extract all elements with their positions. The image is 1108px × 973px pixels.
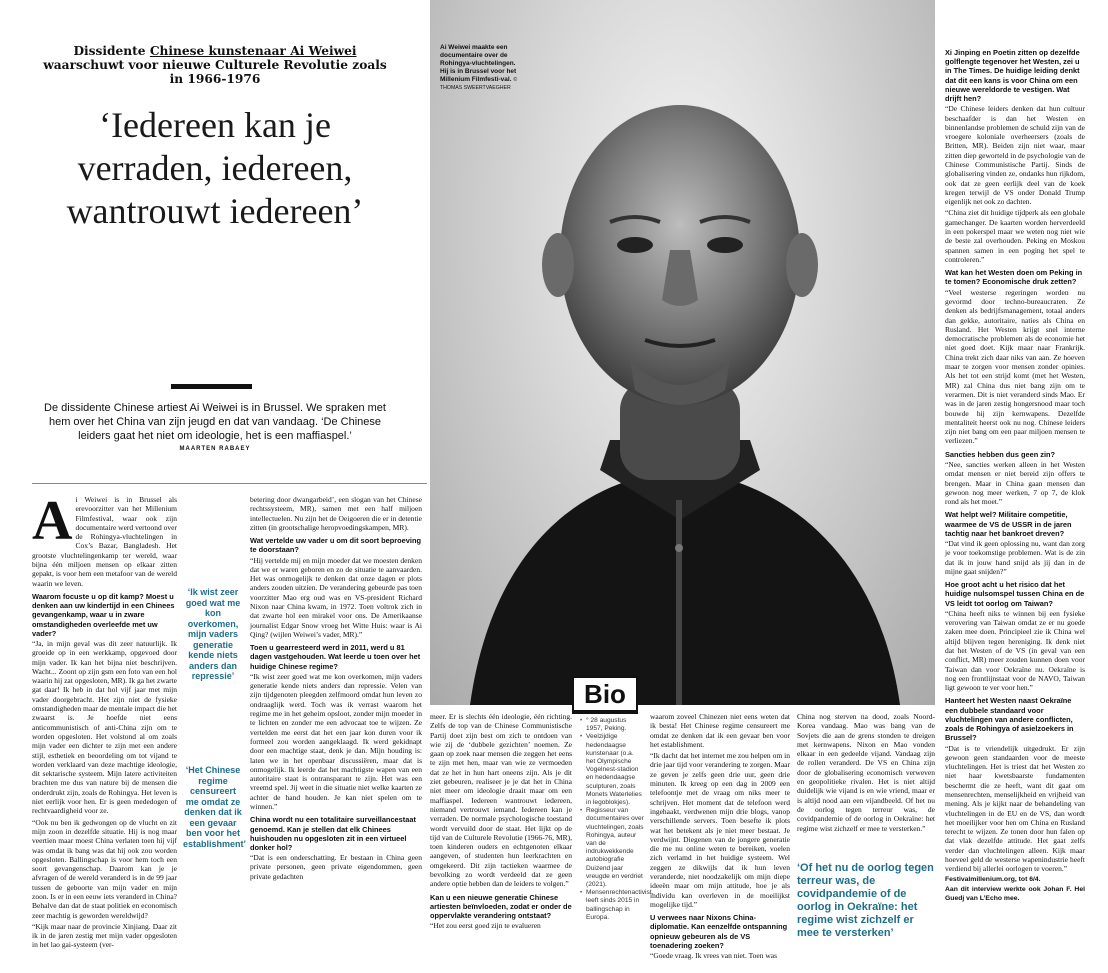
article-column-6 [797, 712, 935, 852]
article-column-2 [250, 495, 422, 973]
question: Kan u een nieuwe generatie Chinese artiesten beïnvloeden, zodat er onder de oppervlakte verandering ontstaat? [430, 892, 572, 921]
pull-quote-2: ‘Het Chinese regime censureert me omdat ze denken dat ik een gevaar ben voor het establishment’ [183, 765, 247, 849]
headline-rule [171, 384, 252, 389]
paragraph: “Kijk maar naar de provincie Xinjiang. Daar zit ik in de jaren zestig met mijn vader opgesloten in het lao gai-systeem (ver- [32, 921, 177, 950]
question: Wat vertelde uw vader u om dit soort beproeving te doorstaan? [250, 536, 421, 555]
paragraph: China nog sterven na dood, zoals Noord-Korea vandaag. Mao was bang van de Sovjets die aan de grens stonden te dreigen met kernwapens. Nixon en Mao vonden elkaar in een gedeelde vijand. Vandaag zijn de rollen veranderd. De VS en China zijn door de globalisering economisch verweven en geopolitieke rivalen. Het is niet altijd duidelijk wie vijand is en wie vriend, maar er is altijd nood aan een vijandbeeld. Of het nu de oorlog tegen terreur was, de covidpandemie of de oorlog in Oekraïne: het regime wist zichzelf er mee te versterken.” [797, 712, 935, 833]
pull-quote-3: ‘Of het nu de oorlog tegen terreur was, de covidpandemie of de oorlog in Oekraïne: het regime wist zichzelf er mee te versterken’ [797, 862, 934, 939]
paragraph: “Ik dacht dat het internet me zou helpen om in drie jaar tijd voor verandering te zorgen. Maar ze geven je zelfs geen drie uur, geen drie minuten. Ik kreeg op een dag in 2009 een telefoontje met de vraag om niks meer te schrijven. Het moment dat de telefoon werd ingehaakt, verdwenen mijn drie blogs, vanop verschillende servers. Toen besefte ik plots wat het betekent als je niet meer bestaat. Je verdwijnt. Diegenen van de jongere generatie die me nu online weten te bereiken, voelen zich verlamd in het huidige systeem. Wel zeggen ze dikwijls dat ik hun leven veranderde, niet noodzakelijk om mijn diepe ideeën maar om mijn attitude, hoe je als individu kan overleven in de moeilijkst mogelijke tijd.” [650, 751, 790, 909]
question: Xi Jinping en Poetin zitten op dezelfde golflengte tegenover het Westen, zei u in The Times. De huidige leiding denkt dat dit een kans is voor China om een nieuwe wereldorde te vestigen. Wat drijft hen? [945, 48, 1080, 104]
bio-item: • Mensenrechtenactivist, leeft sinds 2015 in ballingschap in Europa. [586, 889, 644, 922]
question: Hoe groot acht u het risico dat het huidige nulsomspel tussen China en de VS leidt tot oorlog om Taiwan? [945, 580, 1085, 608]
question: Wat kan het Westen doen om Peking in te tomen? Economische druk zetten? [945, 268, 1083, 287]
question: Waarom focuste u op dit kamp? Moest u denken aan uw kindertijd in een Chinees gevangenkamp, waar u in zware omstandigheden overleefde met uw vader? [32, 591, 175, 638]
paragraph: “China ziet dit huidige tijdperk als een globale gamechanger. De kaarten worden herverdeeld in een pokerspel maar we weten nog niet wie de beste zal overhouden. Peking en Moskou spannen samen in een poging het spel te controleren.” [945, 208, 1085, 264]
paragraph: “Veel westerse regeringen worden nu gevormd door techno-bureaucraten. Ze denken als bedrijfsmanagement, totaal anders dan gekke, autoritaire, naties als China en Rusland. Het Westen krijgt snel interne democratische problemen als de economie het niet goed doet. Kijk maar naar Frankrijk. China trekt zich daar niks van aan. Ze hoeven maar te zorgen voor mensen zonder opinies. Als het tot een strijd komt (met het Westen, MR) zal China dus niet bang zijn om te verarmen. Dit is niet veranderd sinds Mao. Er was in de jaren zestig hongersnood maar toch bouwde hij zijn kernwapens. Dezelfde mentaliteit heerst ook nu nog. Chinese leiders zijn niet bang om een paar miljoen mensen te verliezen.” [945, 287, 1085, 446]
byline: MAARTEN RABAEY [179, 446, 251, 452]
article-column-3 [430, 712, 572, 973]
question: Hanteert het Westen naast Oekraïne een dubbele standaard voor vluchtelingen van andere conflicten, zoals de Rohingya of asielzoekers in Brussel? [945, 696, 1074, 743]
paragraph: “Nee, sancties werken alleen in het Westen omdat mensen er niet bereid zijn offers te brengen. Maar in China gaan mensen dan gewoon nog meer werken, 7 op 7, de klok rond als het moet.” [945, 459, 1085, 507]
portrait-photo [430, 0, 935, 705]
section-divider [32, 483, 427, 484]
intro: De dissidente Chinese artiest Ai Weiwei is in Brussel. We spraken met hem over het China van zijn jeugd en dat van vandaag. ‘De Chinese leiders gaat het niet om ideologie, het is een maffiaspel.’ [44, 402, 386, 442]
question: Sancties hebben dus geen zin? [945, 449, 1056, 459]
question: China wordt nu een totalitaire surveillancestaat genoemd. Kan je stellen dat elk Chinees huishouden nu opgesloten zit in een virtueel donker hol? [250, 815, 416, 852]
article-column-5 [650, 712, 790, 973]
kicker-post: waarschuwt voor nieuwe Culturele Revolutie zoals in 1966-1976 [43, 58, 387, 86]
bio-label: Bio [572, 676, 638, 714]
caption-text: Ai Weiwei maakte een documentaire over de Rohingya-vluchtelingen. Hij is in Brussel voor het Millenium Filmfesti-val. [440, 44, 517, 83]
paragraph: “China heeft niks te winnen bij een fysieke verovering van Taiwan omdat ze er nu goede zaken mee doen. Principieel zie ik China wel altijd blijven tegen hereniging. Ik denk niet dat het Westen of de VS (in geval van een conflict, MR) meer zouden kunnen doen voor Taiwan dan voor Oekraïne nu. Oekraïne is nog een frontlijnstaat voor de NAVO, Taiwan ligt gewoon te ver voor hen.” [945, 608, 1085, 693]
kicker-link[interactable]: Chinese kunstenaar Ai Weiwei [149, 44, 357, 58]
question: Wat helpt wel? Militaire competitie, waarmee de VS de USSR in de jaren tachtig naar het bankroet dreven? [945, 510, 1072, 538]
photo-caption [440, 44, 518, 92]
bio-list [580, 717, 654, 922]
bio-item: • ° 28 augustus 1957, Peking. [586, 717, 644, 733]
paragraph: “De Chinese leiders denken dat hun cultuur beschaafder is dan het Westen en binnenlandse problemen de schuld zijn van de vroegere koloniale overheersers (zoals de Britten, MR). Beiden zijn niet waar, maar zitten diep geworteld in de psychologie van de Chinese Communistische Partij. Sinds de globalisering vinden ze, ondanks hun rijkdom, ook dat ze geen eerlijk deel van de koek kregen terwijl de VS onder Donald Trump eigenlijk net ook zo dachten. [945, 104, 1085, 207]
festival-note: Festivalmillenium.org, tot 6/4. [945, 875, 1041, 883]
kicker [40, 44, 390, 86]
paragraph: “Hij vertelde mij en mijn moeder dat we moesten denken dat we er waren geboren en zo de situatie te aanvaarden. Het was onmogelijk te denken dat onze dagen er plots anders zouden uitzien. De verandering gebeurde pas toen voorzitter Mao erg oud was en VS-president Richard Nixon naar China kwam, in 1972. Toen voltrok zich in dat zwarte hol een mirakel voor ons. De Amerikaanse journalist Edgar Snow vroeg het Witte Huis: waar is Ai Qing? (wijlen Weiwei’s vader, MR).” [250, 555, 422, 639]
paragraph: “Ja, in mijn geval was dit zeer natuurlijk. Ik groeide op in een werkkamp, opgevoed door mijn vader. Ik kan het bijna niet beschrijven. Wacht... Zoont op zijn gsm een foto van een hol waarin hij zat opgesloten, MR). Ik ga het zwarte gat daar! Ik heb in dat hol vijf jaar met mijn vader doorgebracht. Het zijn niet de fysieke omstandigheden maar de mentale impact die het zwaarst is. Je hoefde niet eens anticommunistisch of anti-China zijn om te worden opgesloten. Het volstond al om zoals mijn vader een dichter te zijn met een andere stijl, esthetiek en beoordeling om tot vijand te worden verklaard van deze machtige ideologie, dit sektarische systeem. Mijn latere activiteiten brachten me dus van nature bij de mensen die onderdrukt zijn, zoals de Rohingya. Het leven is niet eerlijk voor hen. Er is geen mededogen of rechtvaardigheid voor ze. [32, 638, 177, 816]
paragraph: betering door dwangarbeid’, een slogan van het Chinese rechtssysteem, MR), samen met een half miljoen intellectuelen. Nu zijn het de Oeigoeren die er in detentie zitten (in grootschalige heropvoedingskampen, MR). [250, 495, 422, 532]
paragraph: “Dat is te vriendelijk uitgedrukt. Er zijn gewoon geen standaarden voor de meeste vluchtelingen. Het is triest dat het Westen zo niet haar kwetsbaarste fundamenten beschermt die ze heeft, want dit gaat om mensenrechten, menselijkheid en vrijheid van mening. Als je kijkt naar de behandeling van vluchtelingen in de EU en de VS, dan wordt het moeilijker voor hen om China en Rusland terecht te wijzen. Ze tonen door hun falen op dat vlak dezelfde attitude. Het gaat zelfs verder dan vluchtelingen alleen. Kijk maar hoeveel geld de westerse wapenindustrie heeft verdiend bij allerlei oorlogen te voeren.” [945, 743, 1085, 874]
paragraph: “Ook nu ben ik gedwongen op de vlucht en zit mijn zoon in dezelfde situatie. Hij is nog maar veertien maar moest China verlaten toen hij vijf was omdat ik bang was dat hij ook zou worden opgesloten. Ballingschap is voor hem toch een soort gevangenschap. Daarom kan je je afvragen of de wereld veranderd is in de 99 jaar tussen de geboorte van mijn vader en mijn zoon. Is er in een eeuw iets veranderd in China? Behalve dan dat de staat politiek en economisch zeer machtig is geworden wereldwijd? [32, 817, 177, 920]
question: Toen u gearresteerd werd in 2011, werd u 81 dagen vastgehouden. Wat leerde u toen over het huidige Chinese regime? [250, 643, 421, 671]
paragraph: “Ik wist zeer goed wat me kon overkomen, mijn vaders generatie kende niets anders dan repressie. Velen van zijn tijdgenoten pleegden zelfmoord omdat hun leven zo ondraaglijk werd. Toch was ik verrast waarom het regime me in het geheim opsloot, zonder mijn moeder in te lichten en zonder me een advocaat toe te wijzen. Ze vertelden me eerst dat het een jaar kon duren voor ik formeel zou worden aangeklaagd. Ik werd gekidnapt door een machtige staat, denk je dan. Mijn houding is: laten we in het openbaar discussiëren, maar dat is onmogelijk. Ik leerde dat het machtigste wapen van een autoritaire staat is ontransparant te zijn. Het was een vreemd spel. Jij weet in die situatie niet welke kaarten ze achter de hand houden. Je kan niet spelen om te winnen.” [250, 671, 422, 812]
paragraph: “Dat vind ik geen oplossing nu, want dan zorg je voor toekomstige problemen. Wat is de zin dat ik in jouw hand snijd als jij dan in de mijne gaat snijden?” [945, 539, 1085, 576]
photo-credit: © THOMAS SWEERTVAEGHER [440, 77, 518, 91]
bio-item: • Regisseur van documentaires over vluchtelingen, zoals Rohingya, auteur van de indrukwekkende autobiografie Duizend jaar vreugde en verdriet (2021). [586, 807, 644, 889]
bio-box [580, 717, 654, 973]
pull-quote-1: ‘Ik wist zeer goed wat me kon overkomen, mijn vaders generatie kende niets anders dan repressie’ [185, 587, 241, 681]
paragraph: “Goede vraag. Ik vrees van niet. Toen was [650, 951, 777, 961]
paragraph: i Weiwei is in Brussel als erevoorzitter van het Millenium Filmfestival, waar ook zijn documentaire werd vertoond over de Rohingya-vluchtelingen in Cox’s Bazar, Bangladesh. Het grootste vluchtelingenkamp ter wereld, waar bijna één miljoen mensen op elkaar zitten gepakt, is voor hem een metafoor van de wereld waarin we leven. [32, 495, 177, 588]
paragraph: “Dat is een onderschatting. Er bestaan in China geen private personen, geen private eigendommen, geen private gedachten [250, 853, 422, 881]
bio-rule [572, 710, 638, 713]
kicker-pre: Dissidente [73, 44, 150, 58]
article-column-7 [945, 44, 1085, 973]
contributor-note: Aan dit interview werkte ook Johan F. Hel Guedj van L’Echo mee. [945, 886, 1085, 902]
paragraph: “Het zou eerst goed zijn te evalueren [430, 921, 541, 931]
article-column-1 [32, 490, 177, 973]
bio-item: • Veelzijdige hedendaagse kunstenaar (o.a. het Olympische Vogelnest-stadion en hedendaagse sculpturen, zoals Monets Waterlelies in legoblokjes). [586, 733, 644, 807]
paragraph: waarom zoveel Chinezen niet eens weten dat ik besta! Het Chinese regime censureert me omdat ze denken dat ik een gevaar ben voor het establishment. [650, 712, 790, 749]
portrait-illustration [430, 0, 935, 705]
drop-cap: A [32, 490, 73, 552]
question: U verwees naar Nixons China-diplomatie. Kan eenzelfde ontspanning opnieuw gebeuren als de VS toenadering zoeken? [650, 913, 788, 950]
headline: ‘Iedereen kan je verraden, iedereen, wantrouwt iedereen’ [66, 105, 364, 231]
paragraph: meer. Er is slechts één ideologie, één richting. Zelfs de top van de Chinese Communistische Partij doet zijn best om zich te ontdoen van wie zij de ‘dubbele gezichten’ noemen. Ze gaan op zoek naar mensen die zeggen het eens te zijn met hen, maar van wie ze vermoeden dat ze het in hun hart oneens zijn. Als je dit ziet gebeuren, realiseer je je dat het in China niet meer om ideologie draait maar om een maffiaspel. Iedereen wantrouwt iedereen, niemand vertrouwt iemand. Iedereen kan je verraden. De normale psychologische toestand wordt vervuild door de staat. Het lijkt op de tijd van de Culturele Revolutie (1966-76, MR), toen kinderen ouders en echtgenoten elkaar aangeven, of studenten hun leerkrachten en omgekeerd. Dit zijn tactieken waarmee de bevolking zo wordt verdeeld dat ze geen andere optie hebben dan de leiders te volgen.” [430, 712, 572, 889]
